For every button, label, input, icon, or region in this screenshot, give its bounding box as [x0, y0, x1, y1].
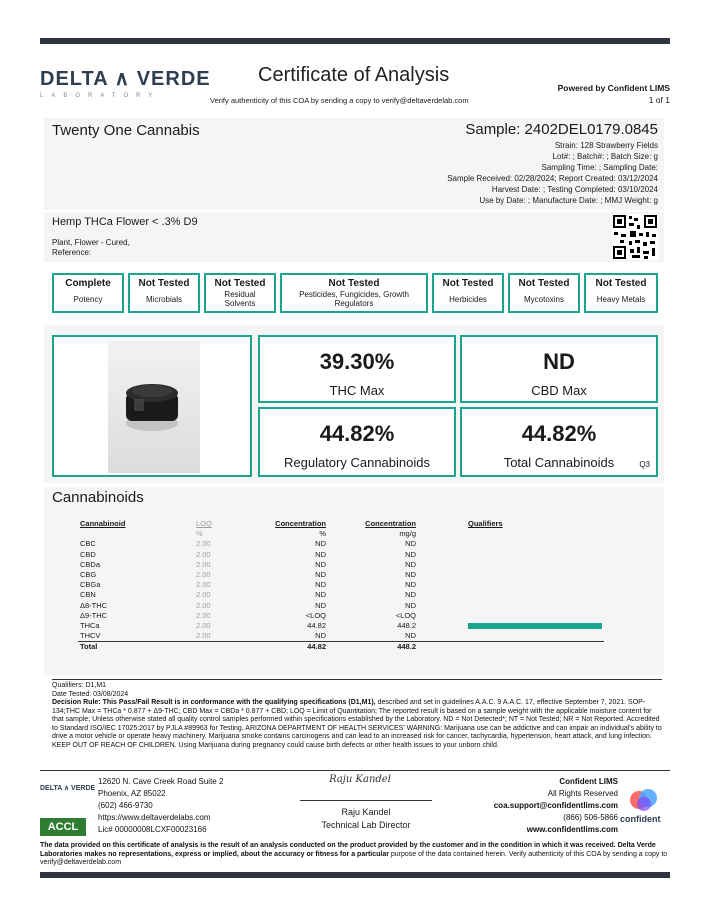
concentration-pct: ND [315, 631, 326, 641]
sample-id: Sample: 2402DEL0179.0845 [465, 121, 658, 138]
confident-logo-icon [628, 786, 660, 812]
table-row [78, 539, 604, 549]
cannabinoid-name: CBGa [80, 580, 101, 590]
qualifier-cell [418, 539, 604, 549]
lims-rights: All Rights Reserved [547, 789, 618, 798]
table-header-row [78, 519, 604, 529]
test-name: Mycotoxins [523, 295, 564, 304]
address-line: (602) 466-9730 [98, 801, 153, 810]
col-concentration-mg: Concentration [365, 519, 416, 529]
col-cannabinoid: Cannabinoid [80, 519, 126, 529]
detail-line: Use by Date: ; Manufacture Date: ; MMJ Weight: g [479, 196, 658, 205]
detail-line: Sampling Time: ; Sampling Date: [541, 163, 658, 172]
concentration-pct: ND [315, 549, 326, 559]
jar-image [108, 341, 200, 473]
col-qualifiers: Qualifiers [468, 519, 503, 529]
concentration-pct: <LOQ [305, 610, 326, 620]
cannabinoids-section [44, 487, 664, 675]
unit-cell: % [196, 529, 203, 539]
col-loq: LOQ [196, 519, 212, 529]
qualifiers-line: Qualifiers: D1,M1 [52, 679, 662, 691]
units-row [78, 529, 604, 539]
loq-value: 2.00 [196, 590, 211, 600]
cbd-max-box [460, 335, 658, 403]
unit-cell [78, 529, 194, 539]
concentration-pct: ND [315, 570, 326, 580]
table-row [78, 560, 604, 570]
cannabinoid-table [78, 519, 604, 652]
table-row [78, 601, 604, 611]
date-tested: Date Tested: 03/08/2024 [52, 690, 129, 698]
disclaimer-bold: The data provided on this certificate of analysis is the result of an analysis conducted on the product provided by the customer and in the condition in which it was received. Delta Verde Laboratories makes no representations, express or implied, about the accuracy or fitness for a particular [40, 842, 656, 858]
unit-cell: % [319, 529, 326, 539]
product-photo [108, 341, 200, 473]
signature-line [300, 800, 432, 801]
concentration-pct: ND [315, 580, 326, 590]
test-heavy-metals [584, 273, 658, 313]
footer-logo: DELTA ∧ VERDE [40, 785, 96, 792]
detail-line: Harvest Date: ; Testing Completed: 03/10/2024 [491, 185, 658, 194]
qualifier-cell [418, 560, 604, 570]
signature: Raju Kandel [329, 774, 391, 785]
thca-concentration-bar [468, 623, 602, 629]
table-row [78, 570, 604, 580]
loq-value: 2.00 [196, 580, 211, 590]
test-status: Complete [65, 278, 111, 289]
concentration-pct: 44.82 [307, 620, 326, 630]
test-status: Not Tested [442, 278, 494, 289]
test-name: Herbicides [449, 295, 487, 304]
total-value: 44.82% [521, 421, 597, 446]
concentration-mg: ND [405, 590, 416, 600]
concentration-mg: ND [405, 600, 416, 610]
cannabinoid-name: CBD [80, 549, 96, 559]
loq-value: 2.00 [196, 570, 211, 580]
cannabinoid-name: CBDa [80, 559, 101, 569]
concentration-mg: 448.2 [397, 620, 416, 630]
concentration-pct: ND [315, 559, 326, 569]
product-block [44, 212, 664, 262]
cannabinoid-name: CBC [80, 539, 96, 549]
concentration-mg: ND [405, 539, 416, 549]
test-name: Pesticides, Fungicides, Growth Regulators [299, 290, 409, 308]
detail-line: Lot#: ; Batch#: ; Batch Size: g [552, 152, 658, 161]
signer-name: Raju Kandel [341, 807, 391, 817]
lims-info [494, 776, 618, 836]
regulatory-value: 44.82% [319, 421, 395, 446]
qr-code-icon [612, 214, 658, 260]
test-status: Not Tested [518, 278, 570, 289]
qualifier-cell [418, 570, 604, 580]
loq-value: 2.00 [196, 610, 211, 620]
test-microbials [128, 273, 200, 313]
thc-max-value: 39.30% [319, 349, 395, 374]
test-status: Not Tested [214, 278, 266, 289]
thc-max-box [258, 335, 456, 403]
lims-phone: (866) 506-5866 [563, 813, 618, 822]
total-row [78, 642, 604, 653]
table-row [78, 611, 604, 621]
test-status: Not Tested [595, 278, 647, 289]
concentration-mg: ND [405, 631, 416, 641]
notes-block [52, 679, 662, 750]
logo-subtext: LABORATORY [40, 93, 161, 99]
table-row [78, 631, 604, 642]
detail-line: Sample Received: 02/28/2024; Report Created: 03/12/2024 [447, 174, 658, 183]
lims-email-link[interactable]: coa.support@confidentlims.com [493, 801, 618, 810]
lims-name: Confident LIMS [559, 777, 618, 786]
cannabinoid-name: Δ9-THC [80, 610, 108, 620]
sample-details [447, 140, 658, 206]
verify-note: Verify authenticity of this COA by sending a copy to verify@deltaverdelab.com [210, 96, 469, 105]
page-number: 1 of 1 [648, 95, 670, 105]
concentration-mg: ND [405, 559, 416, 569]
regulatory-cannabinoids-box [258, 407, 456, 477]
product-type: Plant, Flower - Cured, [52, 238, 130, 247]
bottom-bar [40, 872, 670, 878]
lab-website-link[interactable]: https://www.deltaverdelabs.com [98, 813, 211, 822]
thc-max-label: THC Max [329, 383, 385, 398]
col-concentration-pct: Concentration [275, 519, 326, 529]
qualifier-cell [418, 550, 604, 560]
accl-badge: ACCL [40, 818, 86, 836]
product-meta [52, 238, 130, 258]
disclaimer [40, 842, 672, 868]
total-label-cell: Total [78, 642, 194, 653]
concentration-mg: ND [405, 570, 416, 580]
powered-by [558, 82, 670, 106]
cbd-max-label: CBD Max [531, 383, 587, 398]
section-heading: Cannabinoids [52, 489, 144, 506]
concentration-pct: ND [315, 600, 326, 610]
test-potency [52, 273, 124, 313]
test-status-row [52, 273, 658, 313]
test-pesticides [280, 273, 428, 313]
signer-title: Technical Lab Director [321, 820, 411, 830]
decision-text: described and set in guidelines A.A.C. 9 A.A.C. 17, effective September 7, 2021. SOP-134;THC Max = THCa * 0.877 + Δ9-THC; CBD Max = CBDa * 0.877 + CBD; LOQ = Limit of Quantitation; The reported result is based on a sample weight with the applicable moisture content for that sample; Unless otherwise stated all quality control samples performed within specifications established by the Laboratory. ND = Not Detected*; NT = Not Tested; NR = Not Reported. Accredited to Standard ISO/IEC 17025:2017 by PJLA #89963 for Testing. ARIZONA DEPARTMENT OF HEALTH SERVICES' WARNING: Marijuana use can be addictive and can impair an individual's ability to drive a motor vehicle or operate heavy machinery. Marijuana smoke contains carcinogens and can lead to an increased risk for cancer, tachycardia, hypertension, heart attack, and lung infection. KEEP OUT OF REACH OF CHILDREN. Using Marijuana during pregnancy could cause birth defects or other health issues to your unborn child. [52, 699, 662, 749]
address-line: 12620 N. Cave Creek Road Suite 2 [98, 777, 224, 786]
qualifier-cell [418, 601, 604, 611]
total-label: Total Cannabinoids [503, 455, 615, 470]
cbd-max-value: ND [543, 349, 575, 374]
cannabinoid-name: Δ8-THC [80, 600, 108, 610]
loq-value: 2.00 [196, 631, 211, 641]
concentration-mg: ND [405, 549, 416, 559]
product-reference: Reference: [52, 248, 92, 257]
concentration-mg: <LOQ [395, 610, 416, 620]
table-row [78, 580, 604, 590]
lab-logo [40, 66, 211, 99]
table-row [78, 621, 604, 631]
client-block [44, 118, 664, 210]
test-status: Not Tested [138, 278, 190, 289]
detail-line: Strain: 128 Strawberry Fields [554, 141, 658, 150]
test-mycotoxins [508, 273, 580, 313]
confident-logo-text: confident [620, 814, 661, 824]
total-cannabinoids-box [460, 407, 658, 477]
footer-divider [40, 770, 670, 771]
powered-label: Powered by Confident LIMS [557, 83, 670, 93]
top-bar [40, 38, 670, 44]
test-herbicides [432, 273, 504, 313]
product-photo-box [52, 335, 252, 477]
page-title: Certificate of Analysis [258, 64, 450, 86]
concentration-pct: ND [315, 539, 326, 549]
decision-rule [52, 699, 662, 750]
cannabinoid-name: CBG [80, 570, 97, 580]
license-number: Lic# 00000008LCXF00023166 [98, 825, 207, 834]
signer-block [292, 806, 440, 832]
loq-value: 2.00 [196, 600, 211, 610]
test-name: Potency [73, 295, 103, 304]
loq-value: 2.00 [196, 549, 211, 559]
q-marker: Q3 [639, 460, 650, 469]
lims-website-link[interactable]: www.confidentlims.com [526, 825, 618, 834]
product-name: Hemp THCa Flower < .3% D9 [52, 216, 198, 228]
loq-value: 2.00 [196, 620, 211, 630]
disclaimer-text: purpose of the data contained herein. Verify authenticity of this COA by sending a copy to verify@deltaverdelab.com [40, 850, 668, 866]
address-line: Phoenix, AZ 85022 [98, 789, 166, 798]
loq-value: 2.00 [196, 559, 211, 569]
qualifier-cell [418, 631, 604, 642]
test-name: Microbials [145, 295, 182, 304]
qualifier-cell [418, 621, 604, 631]
test-name: Heavy Metals [596, 295, 646, 304]
unit-cell: mg/g [399, 529, 416, 539]
decision-label: Decision Rule: This Pass/Fail Result is in conformance with the qualifying specifications (D1,M1), [52, 699, 376, 706]
concentration-mg: ND [405, 580, 416, 590]
total-loq-cell [194, 642, 254, 653]
qualifier-cell [418, 611, 604, 621]
total-pct-cell: 44.82 [254, 642, 328, 653]
test-status: Not Tested [328, 278, 380, 289]
cannabinoid-name: CBN [80, 590, 96, 600]
total-mg-cell: 448.2 [328, 642, 418, 653]
regulatory-label: Regulatory Cannabinoids [284, 455, 430, 470]
summary-panel [44, 325, 664, 483]
qualifier-cell [418, 580, 604, 590]
qualifier-cell [418, 590, 604, 600]
concentration-pct: ND [315, 590, 326, 600]
client-name: Twenty One Cannabis [52, 122, 200, 139]
logo-text: DELTA ∧ VERDE [40, 68, 211, 90]
loq-value: 2.00 [196, 539, 211, 549]
cannabinoid-name: THCV [80, 631, 101, 641]
table-row [78, 590, 604, 600]
test-name: Residual Solvents [224, 290, 256, 308]
lab-address [98, 776, 223, 836]
cannabinoid-name: THCa [80, 620, 100, 630]
table-row [78, 550, 604, 560]
test-residual-solvents [204, 273, 276, 313]
